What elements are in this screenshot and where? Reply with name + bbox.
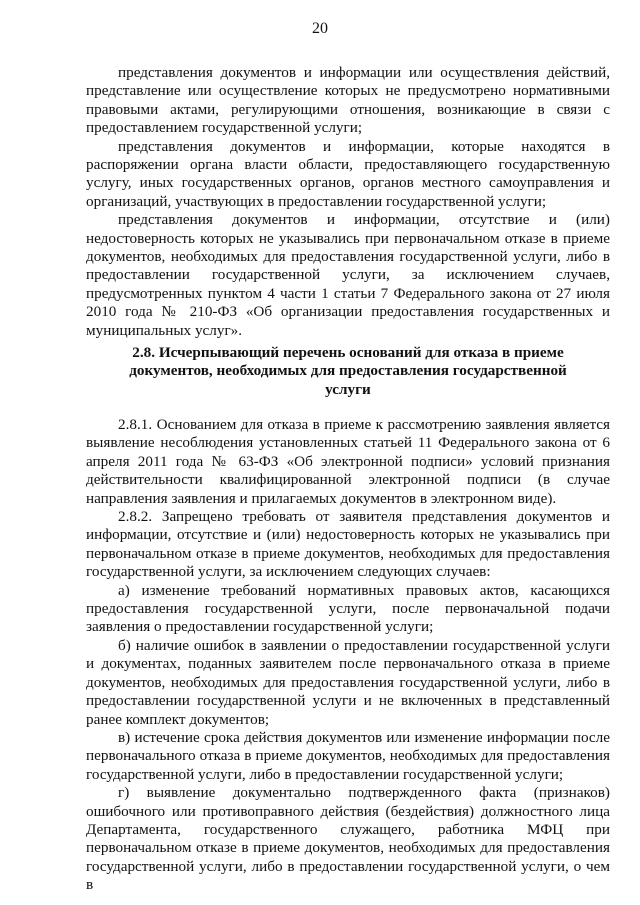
section-heading-block [86,344,610,399]
page-number: 20 [312,20,328,37]
paragraph: представления документов и информации, которые находятся в распоряжении органа власти области, предоставляющего государственную услугу, иных государственных органов, органов местного самоуправления и организаций, участвующих в предоставлении государственной услуги; [86,137,610,210]
top-paragraphs [86,64,610,340]
section-heading: 2.8. Исчерпывающий перечень оснований для отказа в приеме документов, необходимых для предоставления государственной услуги [129,344,567,398]
paragraph: 2.8.2. Запрещено требовать от заявителя представления документов и информации, отсутствие и (или) недостоверность которых не указывались при первоначальном отказе в приеме документов, необходимых для предоставления государственной услуги, за исключением следующих случаев: [86,508,610,581]
list-item: а) изменение требований нормативных правовых актов, касающихся предоставления государственной услуги, после первоначальной подачи заявления о предоставлении государственной услуги; [86,581,610,636]
list-item: б) наличие ошибок в заявлении о предоставлении государственной услуги и документах, поданных заявителем после первоначального отказа в приеме документов, необходимых для предоставления государственной услуги, либо в предоставлении государственной услуги и не включенных в представленный ранее комплект документов; [86,636,610,728]
list-item: в) истечение срока действия документов или изменение информации после первоначального отказа в приеме документов, необходимых для предоставления государственной услуги, либо в предоставлении государственной услуги; [86,728,610,783]
paragraph: представления документов и информации или осуществления действий, представление или осуществление которых не предусмотрено нормативными правовыми актами, регулирующими отношения, возникающие в связи с предоставлением государственной услуги; [86,64,610,137]
list-item: г) выявление документально подтвержденного факта (признаков) ошибочного или противоправного действия (бездействия) должностного лица Департамента, государственного служащего, работника МФЦ при первоначальном отказе в приеме документов, необходимых для предоставления государственной услуги, либо в предоставлении государственной услуги, о чем в [86,784,610,894]
body-paragraphs [86,416,610,895]
paragraph: 2.8.1. Основанием для отказа в приеме к рассмотрению заявления является выявление несоблюдения установленных статьей 11 Федерального закона от 6 апреля 2011 года № 63-ФЗ «Об электронной подписи» условий признания действительности квалифицированной электронной подписи (в случае направления заявления и прилагаемых документов в электронном виде). [86,416,610,507]
paragraph: представления документов и информации, отсутствие и (или) недостоверность которых не указывались при первоначальном отказе в приеме документов, необходимых для предоставления государственной услуги, либо в предоставлении государственной услуги, за исключением случаев, предусмотренных пунктом 4 части 1 статьи 7 Федерального закона от 27 июля 2010 года № 210-ФЗ «Об организации предоставления государственных и муниципальных услуг». [86,211,610,339]
